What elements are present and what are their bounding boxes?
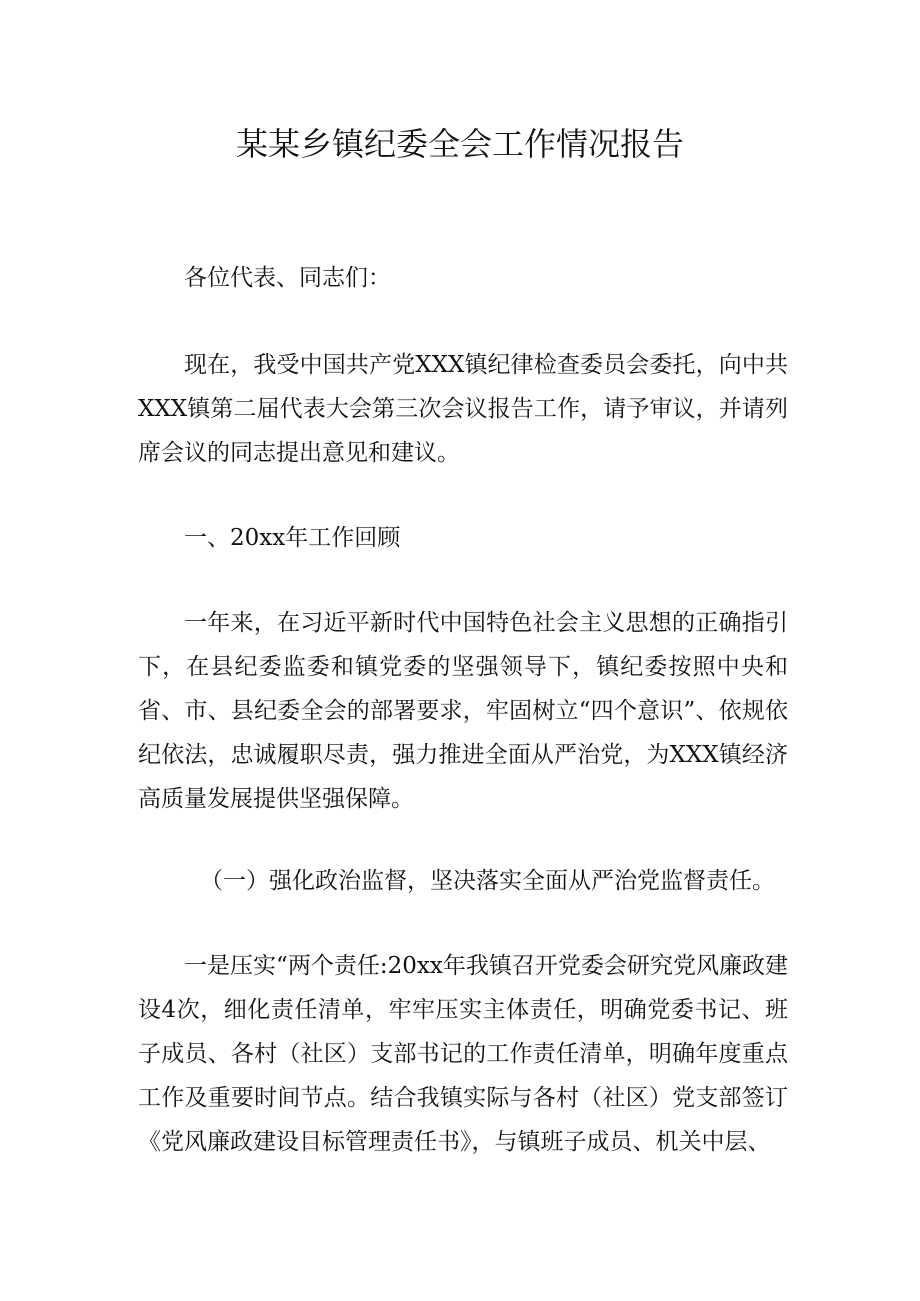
paragraph-intro: 现在，我受中国共产党XXX镇纪律检查委员会委托，向中共XXX镇第二届代表大会第三次会议报告工作，请予审议，并请列席会议的同志提出意见和建议。 (138, 352, 788, 466)
paragraph-responsibility: 一是压实“两个责任:20xx年我镇召开党委会研究党风廉政建设4次，细化责任清单，牢牢压实主体责任，明确党委书记、班子成员、各村（社区）支部书记的工作责任清单，明确年度重点工作及重要时间节点。结合我镇实际与各村（社区）党支部签订《党风廉政建设目标管理责任书》，与镇班子成员、机关中层、 (138, 953, 788, 1155)
subsection-heading-supervision: （一）强化政治监督，坚决落实全面从严治党监督责任。 (200, 868, 775, 894)
section-heading-review: 一、20xx年工作回顾 (184, 525, 401, 551)
document-title: 某某乡镇纪委全会工作情况报告 (235, 125, 684, 163)
salutation: 各位代表、同志们： (184, 265, 391, 291)
paragraph-review: 一年来，在习近平新时代中国特色社会主义思想的正确指引下，在县纪委监委和镇党委的坚强领导下，镇纪委按照中央和省、市、县纪委全会的部署要求，牢固树立“四个意识”、依规依纪依法，忠诚履职尽责，强力推进全面从严治党，为XXX镇经济高质量发展提供坚强保障。 (138, 610, 788, 812)
